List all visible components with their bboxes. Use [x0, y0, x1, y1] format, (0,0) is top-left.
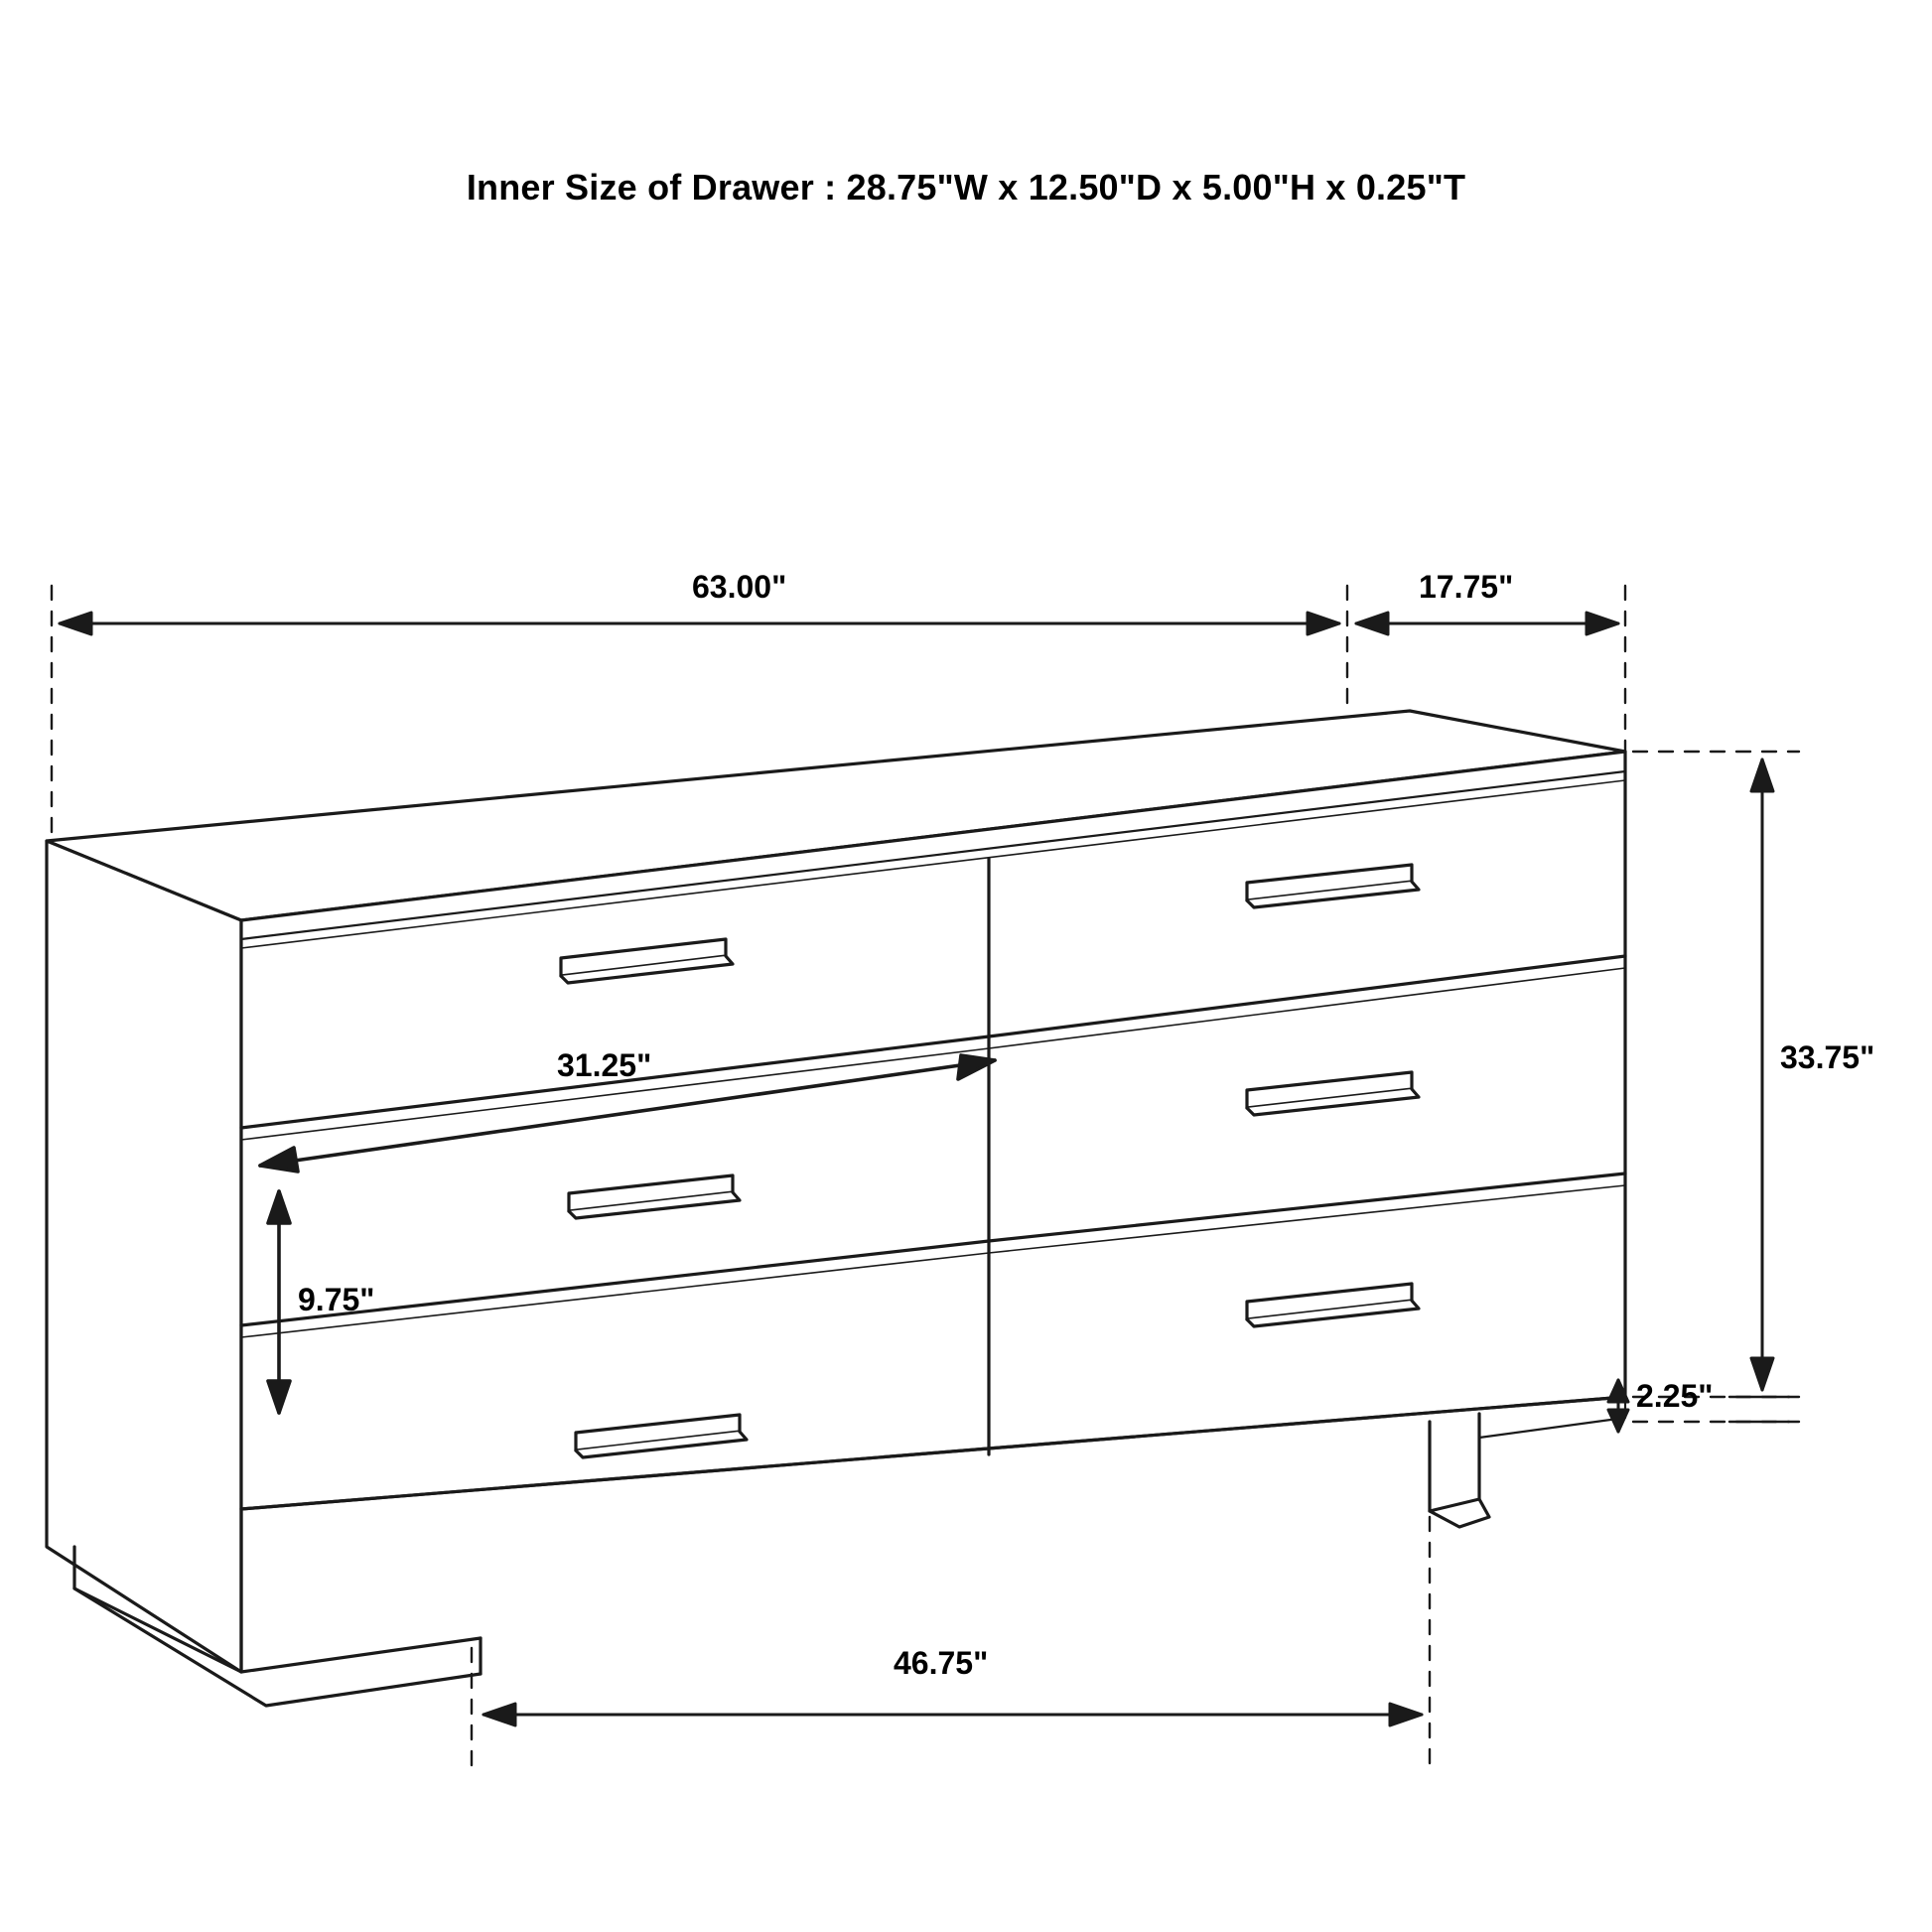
dim-label-height: 33.75"	[1780, 1039, 1875, 1075]
dim-label-depth: 17.75"	[1419, 569, 1514, 605]
dim-label-base-width: 46.75"	[894, 1645, 989, 1681]
page-title: Inner Size of Drawer : 28.75"W x 12.50"D x 5.00"H x 0.25"T	[466, 167, 1466, 207]
dim-label-width: 63.00"	[692, 569, 787, 605]
dim-base-width-4675	[483, 1704, 1422, 1725]
dim-label-base-height: 2.25"	[1636, 1378, 1714, 1414]
dim-label-drawer-front-width: 31.25"	[557, 1047, 652, 1083]
base-foot-right	[1430, 1414, 1479, 1511]
dim-width-63	[60, 613, 1339, 634]
dim-label-drawer-front-height: 9.75"	[298, 1282, 375, 1317]
dim-depth-1775	[1356, 613, 1618, 634]
dim-height-3375	[1751, 759, 1773, 1390]
